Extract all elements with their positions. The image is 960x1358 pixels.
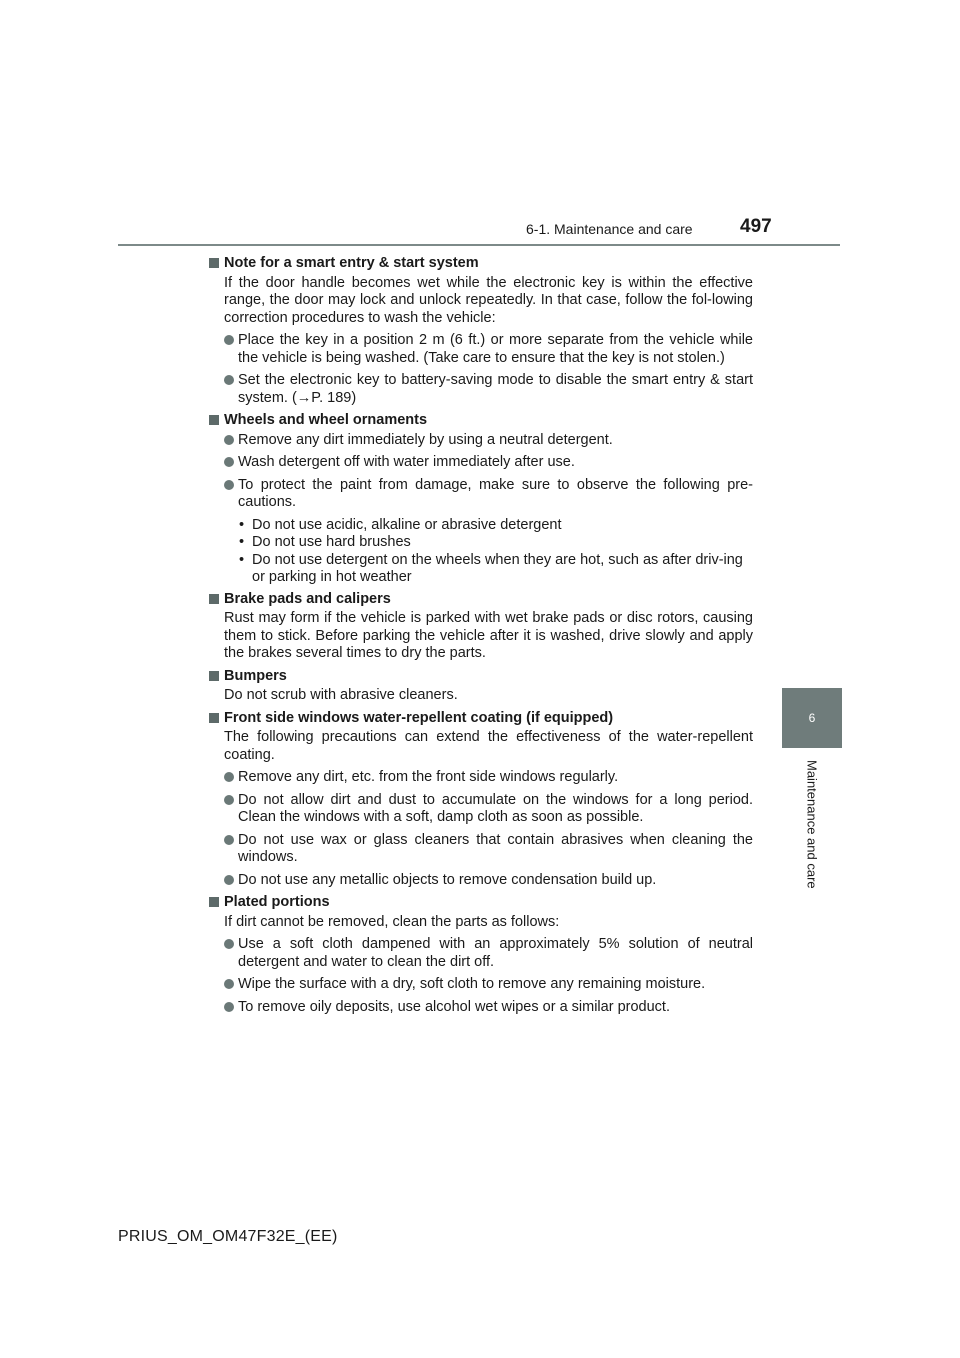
sub-list [208, 517, 753, 587]
section-water-repellent [208, 710, 753, 890]
square-bullet-icon [209, 594, 219, 604]
list-item-text: Set the electronic key to battery-saving mode to disable the smart entry & start system. (→P. 189) [238, 372, 753, 406]
header-rule [118, 244, 840, 246]
section-heading [208, 591, 753, 609]
section-title: Front side windows water-repellent coating (if equipped) [224, 709, 614, 726]
dot-bullet-icon: • [239, 516, 245, 533]
section-heading [208, 894, 753, 912]
circle-bullet-icon [224, 1002, 234, 1012]
square-bullet-icon [209, 713, 219, 723]
dot-bullet-icon: • [239, 534, 245, 550]
section-intro: If dirt cannot be removed, clean the parts as follows: [224, 913, 560, 930]
circle-bullet-icon [224, 939, 234, 949]
section-bumpers [208, 668, 753, 705]
square-bullet-icon [209, 897, 219, 907]
sub-item [208, 517, 753, 535]
page-number: 497 [740, 216, 772, 237]
list-item [208, 999, 753, 1017]
list-item [208, 372, 753, 407]
page-content [208, 255, 753, 1021]
section-title: Brake pads and calipers [224, 590, 391, 607]
section-title: Wheels and wheel ornaments [224, 412, 428, 428]
circle-bullet-icon [224, 435, 234, 445]
sub-item-text: Do not use acidic, alkaline or abrasive detergent [252, 516, 562, 533]
sub-item-text: Do not use detergent on the wheels when they are hot, such as after driv-ing or parking in hot weather [252, 551, 743, 585]
section-smart-entry [208, 255, 753, 407]
section-intro: Do not scrub with abrasive cleaners. [224, 687, 458, 703]
header-section-title: 6-1. Maintenance and care [526, 221, 693, 237]
chapter-number: 6 [808, 711, 816, 725]
section-title: Bumpers [224, 667, 287, 684]
list-item-text: Wash detergent off with water immediately after use. [238, 454, 575, 470]
list-item [208, 936, 753, 971]
list-item [208, 477, 753, 512]
chapter-tab [782, 688, 842, 748]
section-title: Note for a smart entry & start system [224, 255, 479, 271]
list-item-text: Place the key in a position 2 m (6 ft.) or more separate from the vehicle while the vehicle is being washed. (Take care to ensure that the key is not stolen.) [238, 332, 753, 366]
list-item-text: Remove any dirt, etc. from the front side windows regularly. [238, 769, 619, 785]
list-item [208, 792, 753, 827]
sub-item [208, 534, 753, 552]
section-intro: The following precautions can extend the effectiveness of the water-repellent coating. [224, 729, 753, 763]
list-item [208, 454, 753, 472]
list-item-text: Do not use wax or glass cleaners that contain abrasives when cleaning the windows. [238, 831, 753, 865]
circle-bullet-icon [224, 772, 234, 782]
circle-bullet-icon [224, 835, 234, 845]
document-code: PRIUS_OM_OM47F32E_(EE) [118, 1228, 338, 1245]
list-item-text: Use a soft cloth dampened with an approximately 5% solution of neutral detergent and water to clean the dirt off. [238, 936, 753, 970]
circle-bullet-icon [224, 875, 234, 885]
section-title: Plated portions [224, 894, 330, 910]
sub-item-text: Do not use hard brushes [252, 534, 411, 550]
list-item-text: Wipe the surface with a dry, soft cloth to remove any remaining moisture. [238, 976, 706, 992]
chapter-label: Maintenance and care [804, 760, 820, 889]
section-brake-pads [208, 591, 753, 663]
circle-bullet-icon [224, 979, 234, 989]
section-intro: Rust may form if the vehicle is parked with wet brake pads or disc rotors, causing them to stick. Before parking the vehicle after it is washed, drive slowly and apply the brakes several times to dry the parts. [224, 610, 753, 661]
sub-item [208, 552, 753, 587]
section-plated-portions [208, 894, 753, 1016]
section-wheels [208, 412, 753, 587]
section-heading [208, 710, 753, 728]
circle-bullet-icon [224, 375, 234, 385]
circle-bullet-icon [224, 795, 234, 805]
list-item [208, 872, 753, 890]
list-item [208, 332, 753, 367]
list-item [208, 769, 753, 787]
list-item [208, 832, 753, 867]
list-item-text: Remove any dirt immediately by using a neutral detergent. [238, 431, 613, 448]
square-bullet-icon [209, 671, 219, 681]
section-intro: If the door handle becomes wet while the electronic key is within the effective range, the door may lock and unlock repeatedly. In that case, follow the fol-lowing correction procedures to wash the vehicle: [224, 274, 753, 326]
dot-bullet-icon: • [239, 551, 245, 568]
square-bullet-icon [209, 258, 219, 268]
list-item-text: Do not allow dirt and dust to accumulate on the windows for a long period. Clean the windows with a soft, damp cloth as soon as possible. [238, 791, 753, 825]
list-item-text: To remove oily deposits, use alcohol wet wipes or a similar product. [238, 998, 670, 1015]
list-item [208, 976, 753, 994]
list-item [208, 432, 753, 450]
list-item-text: To protect the paint from damage, make sure to observe the following pre-cautions. [238, 476, 753, 510]
circle-bullet-icon [224, 457, 234, 467]
square-bullet-icon [209, 415, 219, 425]
circle-bullet-icon [224, 335, 234, 345]
list-item-text: Do not use any metallic objects to remove condensation build up. [238, 871, 657, 888]
section-heading [208, 668, 753, 686]
section-heading [208, 255, 753, 273]
section-heading [208, 412, 753, 430]
circle-bullet-icon [224, 480, 234, 490]
